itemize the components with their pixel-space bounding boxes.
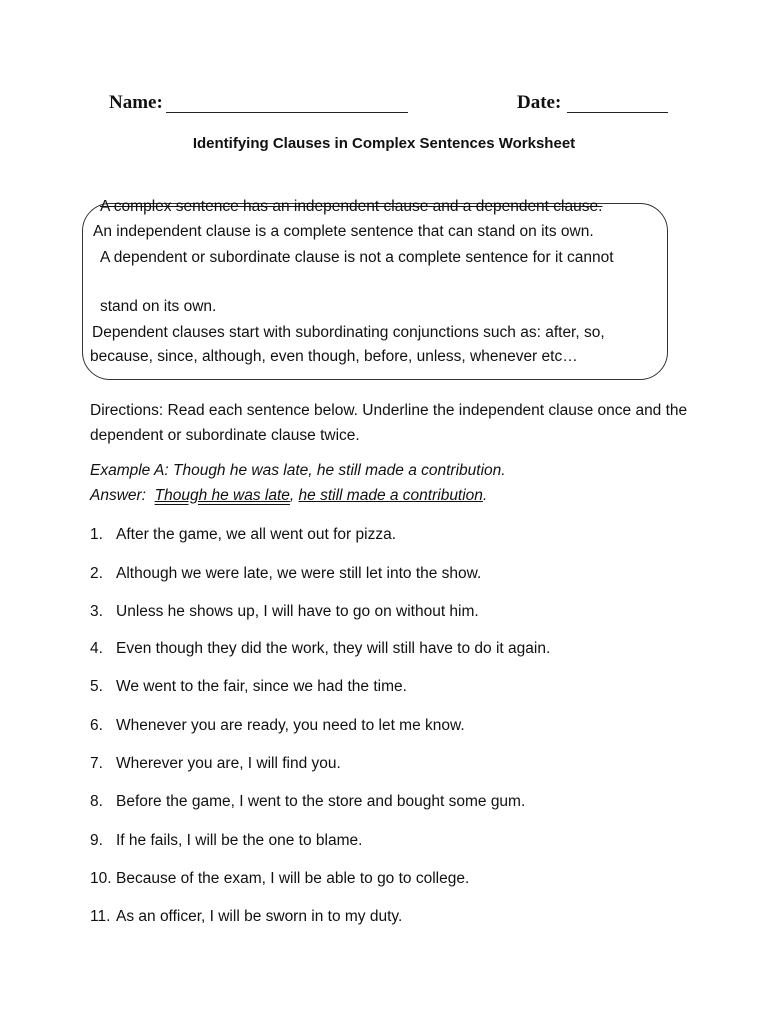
item-text: Even though they did the work, they will still have to do it again. [116,640,551,657]
item-text: After the game, we all went out for pizza. [116,526,396,543]
answer-period: . [482,487,488,504]
list-item [90,526,396,544]
date-blank-line[interactable] [567,112,668,113]
example-answer [90,487,487,505]
item-text: Whenever you are ready, you need to let me know. [116,717,465,734]
list-item [90,793,525,811]
item-number: 3. [90,603,103,620]
list-item [90,640,550,658]
answer-comma: , [289,487,295,504]
list-item [90,603,479,621]
item-text: Unless he shows up, I will have to go on without him. [116,603,479,620]
example-sentence: Example A: Though he was late, he still made a contribution. [90,462,506,479]
item-text: We went to the fair, since we had the time. [116,678,407,695]
item-number: 1. [90,526,103,543]
answer-independent-clause: he still made a contribution [298,487,483,504]
answer-label: Answer: [90,487,146,504]
item-text: As an officer, I will be sworn in to my duty. [116,908,403,925]
item-text: Wherever you are, I will find you. [116,755,341,772]
item-text: Although we were late, we were still let into the show. [116,565,482,582]
name-label: Name: [109,92,163,113]
list-item [90,678,407,696]
list-item [90,908,402,926]
name-blank-line[interactable] [166,112,408,113]
item-number: 2. [90,565,103,582]
info-line-3: A dependent or subordinate clause is not a complete sentence for it cannot [100,249,614,266]
item-number: 11. [90,908,111,925]
info-line-6: because, since, although, even though, before, unless, whenever etc… [90,348,578,365]
item-number: 10. [90,870,112,887]
item-number: 4. [90,640,103,657]
list-item [90,832,362,850]
item-text: If he fails, I will be the one to blame. [116,832,363,849]
list-item [90,755,341,773]
item-number: 5. [90,678,103,695]
date-label: Date: [517,92,562,113]
item-number: 8. [90,793,103,810]
item-number: 7. [90,755,103,772]
item-number: 9. [90,832,103,849]
directions-text: Directions: Read each sentence below. Underline the independent clause once and the dependent or subordinate clause twice. [90,402,688,444]
info-line-1: A complex sentence has an independent clause and a dependent clause. [100,198,603,215]
info-line-4: stand on its own. [100,298,217,315]
item-text: Because of the exam, I will be able to go to college. [116,870,470,887]
list-item [90,565,481,583]
info-line-5: Dependent clauses start with subordinating conjunctions such as: after, so, [92,324,605,341]
answer-dependent-clause: Though he was late [154,487,290,504]
item-number: 6. [90,717,103,734]
list-item [90,870,469,888]
item-text: Before the game, I went to the store and bought some gum. [116,793,526,810]
list-item [90,717,465,735]
worksheet-title: Identifying Clauses in Complex Sentences Worksheet [192,135,576,152]
info-line-2: An independent clause is a complete sentence that can stand on its own. [93,223,594,240]
